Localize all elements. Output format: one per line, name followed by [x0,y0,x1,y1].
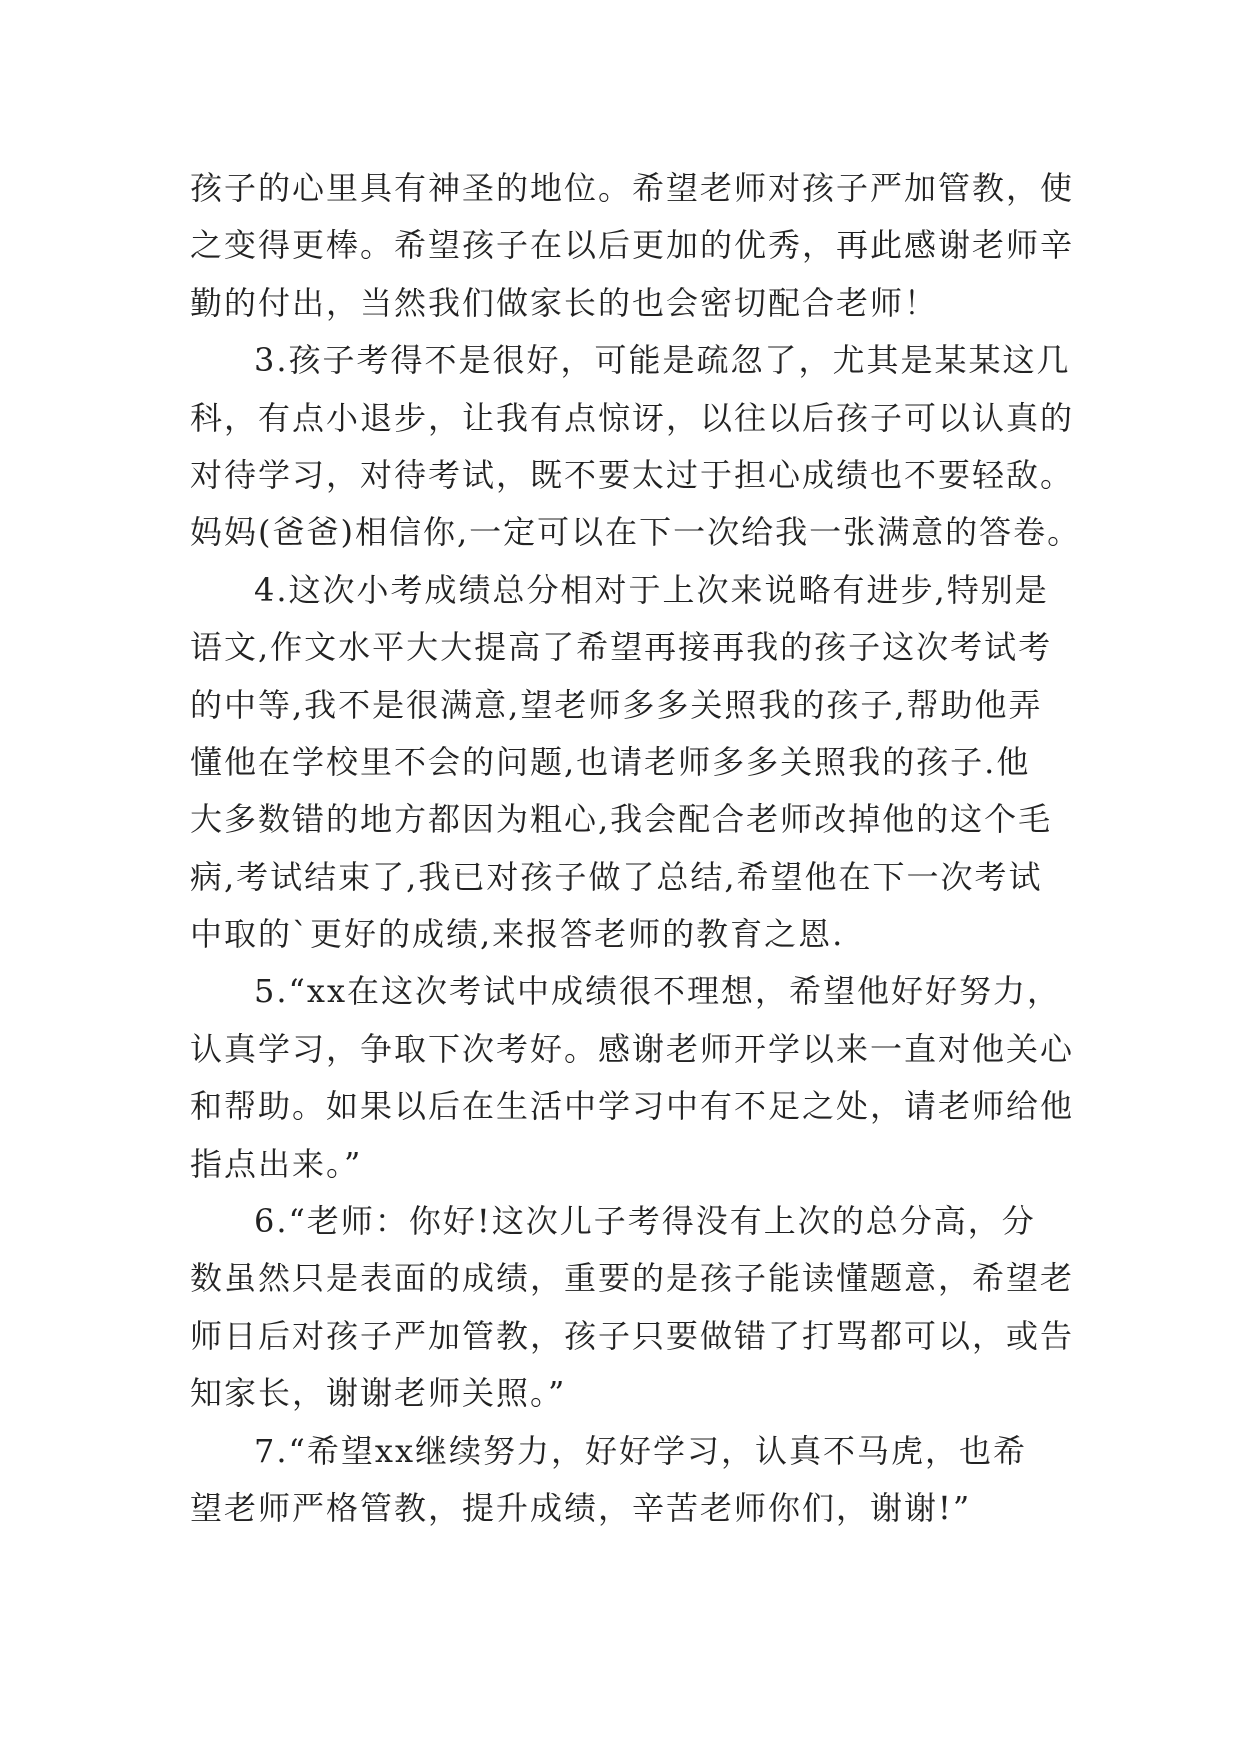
text-line: 中取的`更好的成绩,来报答老师的教育之恩. [190,915,845,954]
paragraph-4 [190,562,1052,964]
document-body [190,160,1082,1537]
text-line: 知家长，谢谢老师关照。” [190,1374,567,1413]
text-line: 的中等,我不是很满意,望老师多多关照我的孩子,帮助他弄 [190,685,1043,724]
text-line: 7.“希望xx继续努力，好好学习，认真不马虎，也希 [254,1431,1027,1470]
text-line: 大多数错的地方都因为粗心,我会配合老师改掉他的这个毛 [190,800,1053,839]
text-line: 师日后对孩子严加管教，孩子只要做错了打骂都可以，或告 [190,1316,1075,1355]
text-line: 之变得更棒。希望孩子在以后更加的优秀，再此感谢老师辛 [190,226,1075,265]
text-line: 孩子的心里具有神圣的地位。希望老师对孩子严加管教，使 [190,169,1075,207]
text-line: 懂他在学校里不会的问题,也请老师多多关照我的孩子.他 [190,742,1031,781]
text-line: 6.“老师：你好!这次儿子考得没有上次的总分高，分 [254,1202,1036,1241]
text-line: 科，有点小退步，让我有点惊讶，以往以后孩子可以认真的 [190,398,1075,437]
text-line: 和帮助。如果以后在生活中学习中有不足之处，请老师给他 [190,1087,1075,1126]
text-line: 指点出来。” [190,1144,363,1183]
paragraph-6 [190,1193,1075,1423]
paragraph-7 [190,1423,1052,1538]
text-line: 数虽然只是表面的成绩，重要的是孩子能读懂题意，希望老 [190,1259,1075,1298]
paragraph-5 [190,963,1075,1193]
text-line: 妈妈(爸爸)相信你,一定可以在下一次给我一张满意的答卷。 [190,513,1082,552]
paragraph-3 [190,332,1082,562]
text-line: 对待学习，对待考试，既不要太过于担心成绩也不要轻敌。 [190,455,1075,494]
text-line: 病,考试结束了,我已对孩子做了总结,希望他在下一次考试 [190,857,1043,896]
text-line: 望老师严格管教，提升成绩，辛苦老师你们，谢谢!” [190,1488,972,1527]
text-line: 认真学习，争取下次考好。感谢老师开学以来一直对他关心 [190,1029,1075,1068]
paragraph-1 [190,160,1075,332]
text-line: 语文,作文水平大大提高了希望再接再我的孩子这次考试考 [190,628,1053,667]
text-line: 5.“xx在这次考试中成绩很不理想，希望他好好努力， [254,972,1061,1011]
text-line: 4.这次小考成绩总分相对于上次来说略有进步,特别是 [254,570,1049,609]
text-line: 3.孩子考得不是很好，可能是疏忽了，尤其是某某这几 [254,341,1071,380]
text-line: 勤的付出，当然我们做家长的也会密切配合老师！ [190,283,939,322]
